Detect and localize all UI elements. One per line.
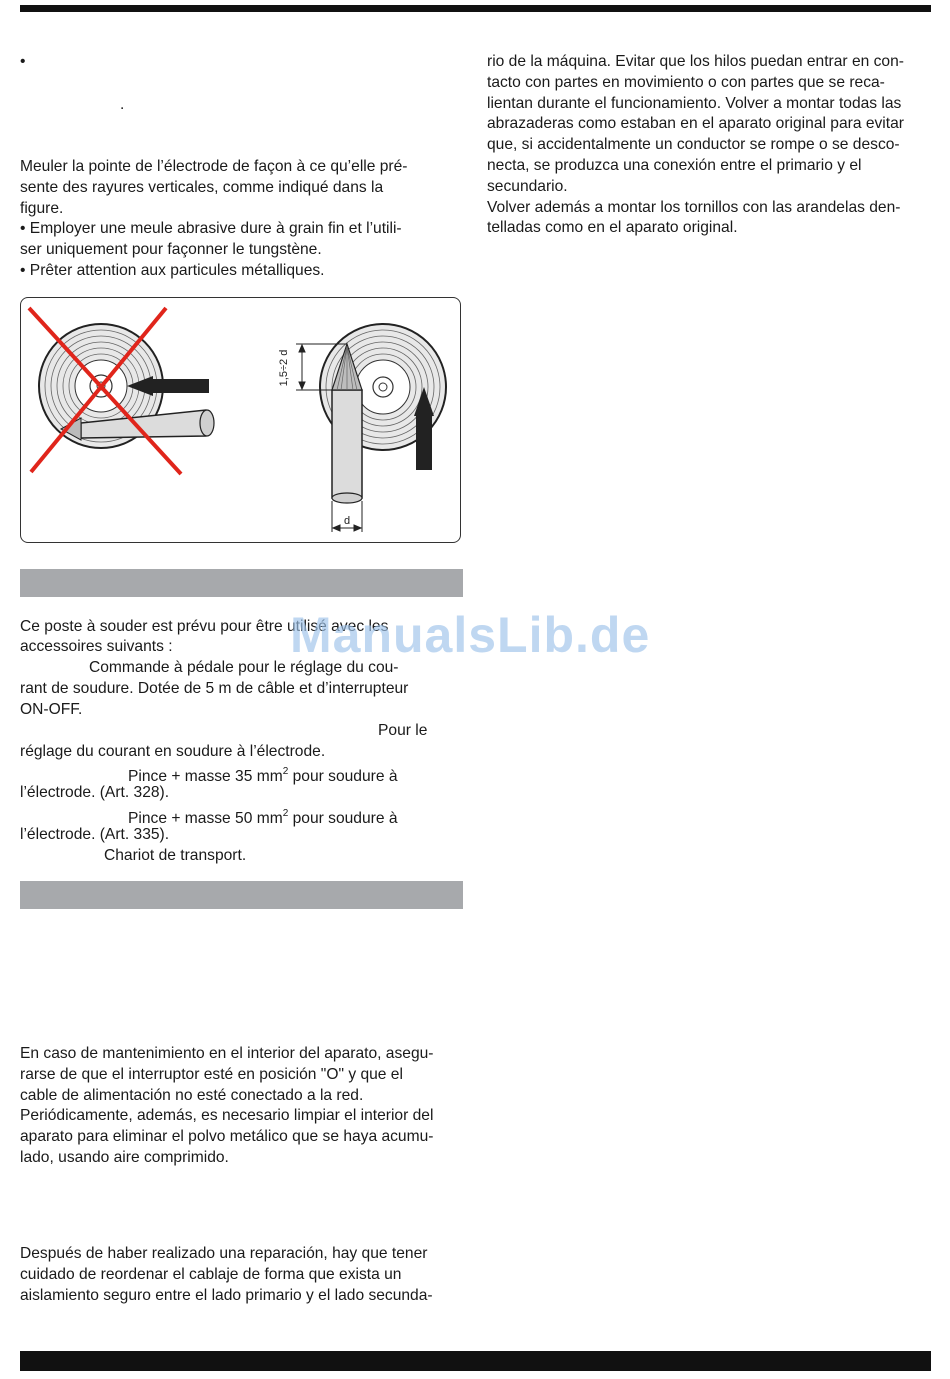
- text-line: aparato para eliminar el polvo metálico que se haya acumu-: [20, 1128, 434, 1146]
- text-line: rarse de que el interruptor esté en posición "O" y que el: [20, 1065, 403, 1083]
- bullet-point: •: [20, 53, 26, 70]
- text-fragment: pour soudure à: [288, 768, 398, 785]
- text-line: que, si accidentalmente un conductor se rompe o se desco-: [487, 136, 900, 154]
- text-fragment: Pince + masse 50 mm: [128, 810, 283, 827]
- text-line: Volver además a montar los tornillos con las arandelas den-: [487, 198, 901, 216]
- text-line: • Prêter attention aux particules métalliques.: [20, 261, 325, 279]
- text-line: abrazaderas como estaban en el aparato original para evitar: [487, 115, 904, 133]
- top-rule: [20, 5, 931, 12]
- text-line: Chariot de transport.: [104, 847, 247, 864]
- text-line: rio de la máquina. Evitar que los hilos puedan entrar en con-: [487, 53, 904, 70]
- figure-drawing: [21, 298, 461, 543]
- text-line: accessoires suivants :: [20, 638, 173, 655]
- text-line: l’électrode. (Art. 328).: [20, 784, 170, 801]
- text-line: l’électrode. (Art. 335).: [20, 826, 170, 843]
- text-line: necta, se produzca una conexión entre el primario y el: [487, 156, 862, 174]
- watermark: ManualsLib.de: [290, 607, 651, 663]
- text-line: ser uniquement pour façonner le tungstène.: [20, 241, 322, 259]
- text-line: figure.: [20, 199, 64, 217]
- text-line: sente des rayures verticales, comme indiqué dans la: [20, 178, 384, 196]
- text-line: Después de haber realizado una reparación, hay que tener: [20, 1245, 428, 1262]
- text-line: cuidado de reordenar el cablaje de forma que exista un: [20, 1265, 402, 1283]
- text-line: lado, usando aire comprimido.: [20, 1148, 229, 1166]
- superscript: 2: [282, 808, 289, 819]
- text-line: telladas como en el aparato original.: [487, 219, 738, 237]
- text-line: Commande à pédale pour le réglage du cou-: [89, 659, 399, 676]
- text-line: Ce poste à souder est prévu pour être utilisé avec les: [20, 618, 389, 635]
- text-line: aislamiento seguro entre el lado primario y el lado secunda-: [20, 1286, 433, 1304]
- text-line: secundario.: [487, 177, 568, 195]
- superscript: 2: [282, 766, 289, 777]
- text-line: réglage du courant en soudure à l’électrode.: [20, 743, 326, 760]
- section-header-bar: [20, 881, 463, 909]
- text-line: lientan durante el funcionamiento. Volver a montar todas las: [487, 94, 902, 112]
- diameter-label: d: [343, 515, 351, 527]
- ratio-label: 1,5÷2 d: [278, 349, 290, 387]
- text-line: Pour le: [378, 722, 428, 739]
- repair-paragraph: [20, 1244, 462, 1306]
- text-line: rant de soudure. Dotée de 5 m de câble et d’interrupteur: [20, 680, 409, 697]
- stray-dot: .: [120, 96, 125, 113]
- bottom-rule: [20, 1351, 931, 1371]
- text-line: • Employer une meule abrasive dure à grain fin et l’utili-: [20, 220, 402, 238]
- text-line: Meuler la pointe de l’électrode de façon à ce qu’elle pré-: [20, 158, 408, 175]
- text-line: ON-OFF.: [20, 701, 83, 718]
- right-column-paragraph: [487, 52, 930, 239]
- section-header-bar: [20, 569, 463, 597]
- text-line: tacto con partes en movimiento o con partes que se reca-: [487, 73, 885, 91]
- text-fragment: Pince + masse 35 mm: [128, 768, 283, 785]
- text-line: En caso de mantenimiento en el interior del aparato, asegu-: [20, 1045, 434, 1062]
- grinding-instructions: [20, 157, 462, 282]
- text-line: Periódicamente, además, es necesario limpiar el interior del: [20, 1107, 434, 1125]
- text-line: cable de alimentación no esté conectado a la red.: [20, 1086, 364, 1104]
- text-fragment: pour soudure à: [288, 810, 398, 827]
- maintenance-paragraph: [20, 1044, 462, 1169]
- electrode-grinding-figure: [20, 297, 461, 543]
